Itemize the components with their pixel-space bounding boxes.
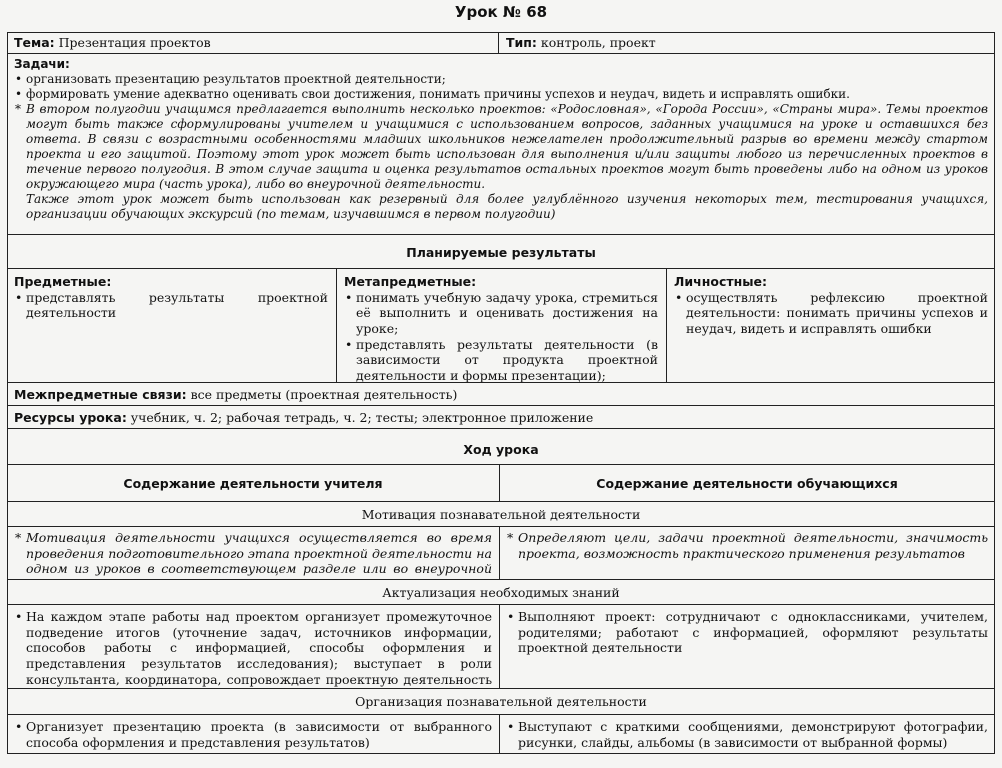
planned-meta	[338, 272, 664, 382]
planned-personal-item: • осуществлять рефлексию проектной деятельности: понимать причины успехов и неудач, видеть и исправлять ошибки	[674, 290, 988, 337]
resources-row	[8, 408, 994, 428]
type-cell	[500, 33, 994, 53]
task-item: • формировать умение адекватно оценивать свои достижения, понимать причины успехов и неудач, видеть и исправлять ошибки.	[14, 87, 988, 102]
planned-personal-label: Личностные:	[674, 274, 768, 289]
topic-value: Презентация проектов	[58, 35, 211, 50]
stage-teacher-text: • На каждом этапе работы над проектом организует промежуточное подведение итогов (уточнение задач, источников информации, способов работы с информацией, способы оформления и представления результатов исследования); выступает в роли консультанта, координатора, сопровождает проектную деятельность	[14, 609, 492, 687]
stage-teacher	[8, 717, 498, 753]
resources-value: учебник, ч. 2; рабочая тетрадь, ч. 2; тесты; электронное приложение	[130, 410, 594, 425]
planned-meta-label: Метапредметные:	[344, 274, 477, 289]
stage-students-text: * Определяют цели, задачи проектной деятельности, значимость проекта, возможность практического применения результатов	[506, 530, 988, 561]
planned-personal	[668, 272, 994, 382]
col-teacher-header: Содержание деятельности учителя	[123, 476, 383, 491]
col-students-header: Содержание деятельности обучающихся	[596, 476, 898, 491]
stage-students-text: • Выполняют проект: сотрудничают с одноклассниками, учителем, родителями; работают с информацией, оформляют результаты проектной деятельности	[506, 609, 988, 656]
lesson-header: Ход урока	[463, 442, 539, 457]
stage-title: Мотивация познавательной деятельности	[361, 507, 641, 522]
interdisciplinary-label: Межпредметные связи:	[14, 387, 187, 402]
interdisciplinary-value: все предметы (проектная деятельность)	[190, 387, 458, 402]
tasks-note: * В втором полугодии учащимся предлагается выполнить несколько проектов: «Родословная», «Города России», «Страны мира». Темы проектов могут быть также сформулированы учителем и учащимися с использованием вопросов, заданных учащимися на уроке и оставшихся без ответа. В связи с возрастными особенностями младших школьников нежелателен продолжительный разрыв во времени между стартом проекта и его защитой. Поэтому этот урок может быть использован для выполнения и/или защиты любого из перечисленных проектов в течение первого полугодия. В этом случае защита и оценка результатов остальных проектов могут быть проведены либо на одном из уроков окружающего мира (часть урока), либо во внеурочной деятельности.	[14, 102, 988, 192]
stage-teacher-text: • Организует презентацию проекта (в зависимости от выбранного способа оформления и представления результатов)	[14, 719, 492, 750]
interdisciplinary-row	[8, 385, 994, 405]
type-value: контроль, проект	[540, 35, 656, 50]
tasks-section	[8, 55, 994, 233]
planned-header: Планируемые результаты	[406, 245, 596, 260]
type-label: Тип:	[506, 35, 537, 50]
planned-subject-label: Предметные:	[14, 274, 112, 289]
stage-students	[500, 717, 994, 753]
stage-students	[500, 607, 994, 687]
topic-cell	[8, 33, 498, 53]
planned-meta-item: • представлять результаты деятельности (в зависимости от продукта проектной деятельности и формы презентации);	[344, 337, 658, 383]
stage-teacher-text: * Мотивация деятельности учащихся осуществляется во время проведения подготовительного этапа проектной деятельности на одном из уроков в соответствующем разделе или во внеурочной	[14, 530, 492, 578]
stage-teacher	[8, 528, 498, 578]
page-title: Урок № 68	[454, 3, 548, 21]
stage-title: Организация познавательной деятельности	[355, 694, 647, 709]
planned-subject	[8, 272, 334, 382]
stage-students	[500, 528, 994, 578]
task-item: • организовать презентацию результатов проектной деятельности;	[14, 72, 988, 87]
stage-title: Актуализация необходимых знаний	[382, 585, 620, 600]
planned-meta-item: • понимать учебную задачу урока, стремиться её выполнить и оценивать достижения на уроке;	[344, 290, 658, 337]
resources-label: Ресурсы урока:	[14, 410, 127, 425]
planned-subject-item: • представлять результаты проектной деятельности	[14, 290, 328, 321]
tasks-note-reserve: Также этот урок может быть использован как резервный для более углублённого изучения некоторых тем, тестирования учащихся, организации обучающих экскурсий (по темам, изучавшимся в первом полугодии)	[26, 192, 988, 221]
stage-students-text: • Выступают с краткими сообщениями, демонстрируют фотографии, рисунки, слайды, альбомы (в зависимости от выбранной формы)	[506, 719, 988, 750]
topic-label: Тема:	[14, 35, 55, 50]
stage-teacher	[8, 607, 498, 687]
tasks-label: Задачи:	[14, 57, 70, 71]
tasks-list	[14, 72, 988, 102]
